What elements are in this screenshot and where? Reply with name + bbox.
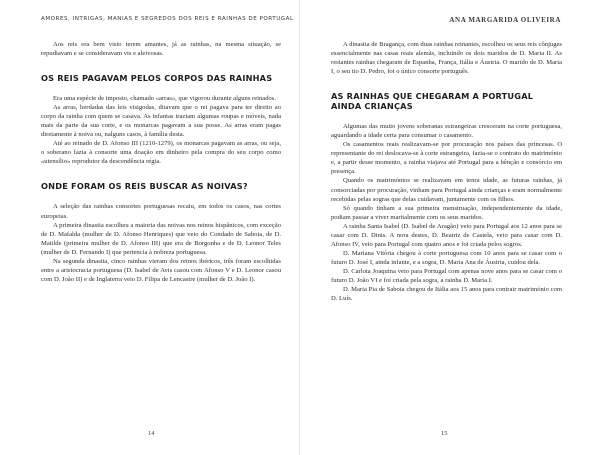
page-number: 14 [148,430,155,437]
paragraph: Algumas das muito jovens soberanas estrangeiras cresceram na corte portuguesa, aguardando a idade certa para consumar o casamento. [331,123,562,140]
paragraph: D. Maria Pia de Saboia chegou de Itália aos 15 anos para contrair matrimónio com D. Luís. [331,286,562,303]
intro-paragraph: A dinastia de Bragança, com duas rainhas reinantes, escolheu os seus reis cônjuges essencialmente nas casas reais alemãs, incluindo os dois maridos de D. Maria II. As restantes rainhas chegaram de Espanha, França, Itália e Áustria. O marido de D. Maria I, o seu tio D. Pedro, foi o único consorte português. [331,41,562,76]
paragraph: Quando os matrimónios se realizavam em tenra idade, as futuras rainhas, já consorciadas por procuração, vinham para Portugal ainda crianças e eram normalmente recebidas pelas sogras que delas cuidavam, juntamente com os filhos. [331,177,562,203]
section-heading-arras: OS REIS PAGAVAM PELOS CORPOS DAS RAINHAS [41,73,273,84]
running-head-author: ANA MARGARIDA OLIVEIRA [449,16,561,24]
paragraph: Era uma espécie de imposto, chamado «arras», que vigorou durante alguns reinados. [53,95,277,103]
paragraph: A seleção das rainhas consortes portuguesas recaiu, em todos os casos, nas cortes europeias. [41,203,281,220]
section-heading-rainhas-criancas: AS RAINHAS QUE CHEGARAM A PORTUGAL AINDA CRIANÇAS [331,91,534,112]
paragraph: Só quando tinham a sua primeira menstruação, independentemente da idade, podiam passar a viver maritalmente com os seus maridos. [331,204,562,221]
page-number: 15 [441,430,448,437]
paragraph: D. Mariana Vitória chegou à corte portuguesa com 10 anos para se casar com o futuro D. José I, ainda infante, e a sogra, D. Maria Ana de Áustria, cuidou dela. [331,249,562,266]
paragraph: Na segunda dinastia, cinco rainhas vieram dos reinos ibéricos, três foram escolhidas entre a aristocracia portuguesa (D. Isabel de Avis casou com Afonso V e D. Leonor casou com D. João II) e de Inglaterra veio D. Filipa de Lencastre (mulher de D. João I). [41,257,281,283]
section-heading-noivas: ONDE FORAM OS REIS BUSCAR AS NOIVAS? [41,181,248,192]
paragraph: A primeira dinastia escolheu a maioria das noivas nos reinos hispânicos, com exceção de D. Mafalda (mulher de D. Afonso Henriques) que veio do Condado de Saboia, de D. Matilde (primeira mulher de D. Afonso III) que era de Borgonha e de D. Leonor Teles (mulher de D. Fernando I) que pertencia à nobreza portuguesa. [41,221,281,256]
paragraph: Os casamentos reais realizavam-se por procuração nos países das princesas. O representante do rei deslocava-se à corte estrangeira, fazia-se o contrato do matrimónio e, a partir desse momento, a rainha viajava até Portugal para a bênção e consórcio em presença. [331,141,562,176]
left-page-content [41,40,281,284]
paragraph: A rainha Santa Isabel (D. Isabel de Aragão) veio para Portugal aos 12 anos para se casar com D. Dinis. A nora destes, D. Beatriz de Castela, veio para casar com D. Afonso IV, veio para Portugal com quatro anos e foi criada pelos sogros. [331,222,562,248]
paragraph: Até ao reinado de D. Afonso III (1210-1279), os monarcas pagavam as arras, ou seja, o soberano fazia à consorte uma doação em dinheiro pela compra do seu corpo como «utensílio» reprodutor da descendência régia. [41,140,281,166]
right-page-content [331,40,562,303]
paragraph: D. Carlota Joaquina veio para Portugal com apenas nove anos para se casar com o futuro D. João VI e foi criada pela sogra, a rainha D. Maria I. [331,267,562,284]
right-page [300,0,600,455]
running-head-book-title: AMORES, INTRIGAS, MANIAS E SEGREDOS DOS REIS E RAINHAS DE PORTUGAL [41,16,294,22]
intro-paragraph: Aos reis era bem visto terem amantes, já as rainhas, na mesma situação, se repudiavam e se consideravam vis e aleivosas. [41,41,281,58]
paragraph: As arras, herdadas das leis visigodas, ditavam que o rei pagava para ter direito ao corpo da rainha com quem se casava. As infantas traziam algumas roupas e móveis, nada mais da parte da sua corte, e os monarcas pagavam a sua posse. As arras eram pagas diretamente à noiva ou, nalguns casos, à família desta. [41,104,281,139]
